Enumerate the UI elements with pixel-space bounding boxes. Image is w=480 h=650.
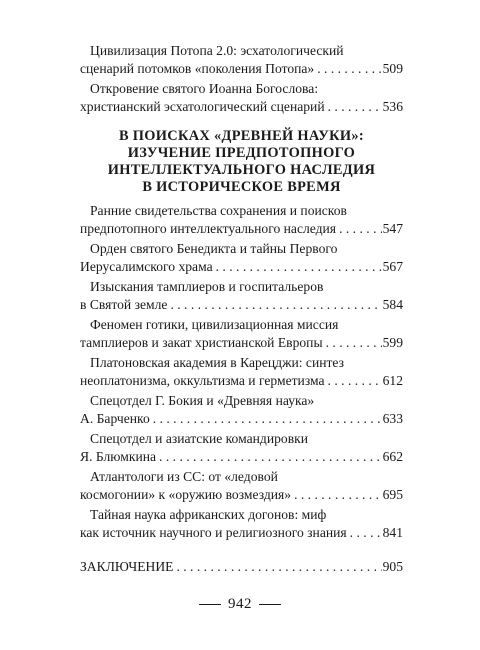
toc-entry[interactable] [80, 202, 403, 238]
toc-entry-title: Иерусалимского храма [80, 259, 213, 274]
toc-entry-title: Цивилизация Потопа 2.0: эсхатологический [90, 43, 344, 58]
toc-entry[interactable] [80, 506, 403, 542]
toc-entry-line [80, 392, 403, 410]
toc-entry-title: как источник научного и религиозного знания [80, 525, 347, 540]
toc-entry-page: 905 [382, 559, 403, 574]
toc-entry-title: Феномен готики, цивилизационная миссия [90, 317, 339, 332]
toc-entry-title: в Святой земле [80, 297, 168, 312]
leader-dots [176, 558, 381, 576]
toc-entry-title: неоплатонизма, оккультизма и герметизма [80, 373, 325, 388]
page-footer [0, 596, 480, 613]
toc-entry-line [80, 354, 403, 372]
leader-dots [350, 524, 382, 542]
toc-entry-line [80, 334, 403, 352]
toc-entry-title: космогонии» к «оружию возмездия» [80, 487, 292, 502]
toc-entry-line [80, 98, 403, 116]
toc-entry-line [80, 296, 403, 314]
part-entries [80, 42, 403, 116]
toc-entry-title: А. Барченко [80, 411, 150, 426]
leader-dots [326, 334, 382, 352]
toc-entry-line [80, 372, 403, 390]
toc-entry-page: 584 [382, 297, 403, 312]
toc-entry-line [80, 220, 403, 238]
toc-entry[interactable] [80, 278, 403, 314]
toc-entry-line [80, 430, 403, 448]
section-title-line: В ИСТОРИЧЕСКОЕ ВРЕМЯ [142, 179, 341, 195]
toc-entry-line [80, 448, 403, 466]
leader-dots [339, 220, 382, 238]
toc-entry[interactable] [80, 240, 403, 276]
toc-entry-line [80, 410, 403, 428]
toc-entry-line [80, 468, 403, 486]
table-of-contents [80, 40, 403, 576]
toc-entry-line [80, 278, 403, 296]
toc-entry-title: Платоновская академия в Карецджи: синтез [90, 355, 345, 370]
toc-entry-title: Спецотдел Г. Бокия и «Древняя наука» [90, 393, 315, 408]
toc-entry-title: Тайная наука африканских догонов: миф [90, 507, 327, 522]
toc-entry[interactable] [80, 42, 403, 78]
toc-entry-title: тамплиеров и закат христианской Европы [80, 335, 323, 350]
toc-entry[interactable] [80, 354, 403, 390]
toc-entry[interactable] [80, 430, 403, 466]
toc-entry-line [80, 258, 403, 276]
section-title-line: В ПОИСКАХ «ДРЕВНЕЙ НАУКИ»: [119, 128, 364, 144]
toc-entry-line [80, 486, 403, 504]
toc-entry-title: христианский эсхатологический сценарий [80, 99, 325, 114]
toc-entry-page: 509 [382, 61, 403, 76]
toc-entry-line [80, 506, 403, 524]
section-title-line: ИНТЕЛЛЕКТУАЛЬНОГО НАСЛЕДИЯ [107, 162, 376, 178]
toc-entry-page: 612 [382, 373, 403, 388]
toc-entry-page: 599 [382, 335, 403, 350]
footer-dash-right [259, 604, 281, 605]
leader-dots [317, 60, 381, 78]
toc-entry-page: 567 [382, 259, 403, 274]
footer-dash-left [199, 604, 221, 605]
toc-entry-title: Ранние свидетельства сохранения и поисков [90, 203, 347, 218]
toc-entry-page: 662 [382, 449, 403, 464]
toc-entry-title: сценарий потомков «поколения Потопа» [80, 61, 315, 76]
toc-entry-page: 695 [382, 487, 403, 502]
leader-dots [159, 448, 382, 466]
toc-entry-page: 841 [382, 525, 403, 540]
toc-entry-line [80, 80, 403, 98]
leader-dots [328, 372, 382, 390]
toc-entry[interactable] [80, 392, 403, 428]
toc-entry[interactable] [80, 468, 403, 504]
toc-entry-line [80, 524, 403, 542]
toc-entry-title: ЗАКЛЮЧЕНИЕ [80, 559, 174, 574]
toc-entry-page: 547 [382, 221, 403, 236]
toc-entry-line [80, 240, 403, 258]
section-title-line: ИЗУЧЕНИЕ ПРЕДПОТОПНОГО [127, 145, 356, 161]
leader-dots [153, 410, 382, 428]
toc-entry[interactable] [80, 316, 403, 352]
page-number: 942 [228, 596, 252, 612]
toc-entry-title: Я. Блюмкина [80, 449, 157, 464]
section-entries [80, 202, 403, 542]
toc-entry-line [80, 202, 403, 220]
toc-entry-page: 536 [382, 99, 403, 114]
toc-entry-line [80, 316, 403, 334]
toc-entry-conclusion[interactable] [80, 558, 403, 576]
toc-entry-page: 633 [382, 411, 403, 426]
toc-entry-title: Спецотдел и азиатские командировки [90, 431, 308, 446]
toc-entry[interactable] [80, 80, 403, 116]
toc-entry-line [80, 42, 403, 60]
leader-dots [170, 296, 381, 314]
leader-dots [216, 258, 382, 276]
toc-entry-title: Атлантологи из СС: от «ледовой [90, 469, 278, 484]
toc-entry-title: Откровение святого Иоанна Богослова: [90, 81, 319, 96]
toc-entry-title: предпотопного интеллектуального наследия [80, 221, 337, 236]
toc-entry-title: Изыскания тамплиеров и госпитальеров [90, 279, 324, 294]
toc-entry-line [80, 60, 403, 78]
section-title [80, 128, 403, 196]
toc-entry-title: Орден святого Бенедикта и тайны Первого [90, 241, 338, 256]
leader-dots [328, 98, 382, 116]
leader-dots [294, 486, 382, 504]
